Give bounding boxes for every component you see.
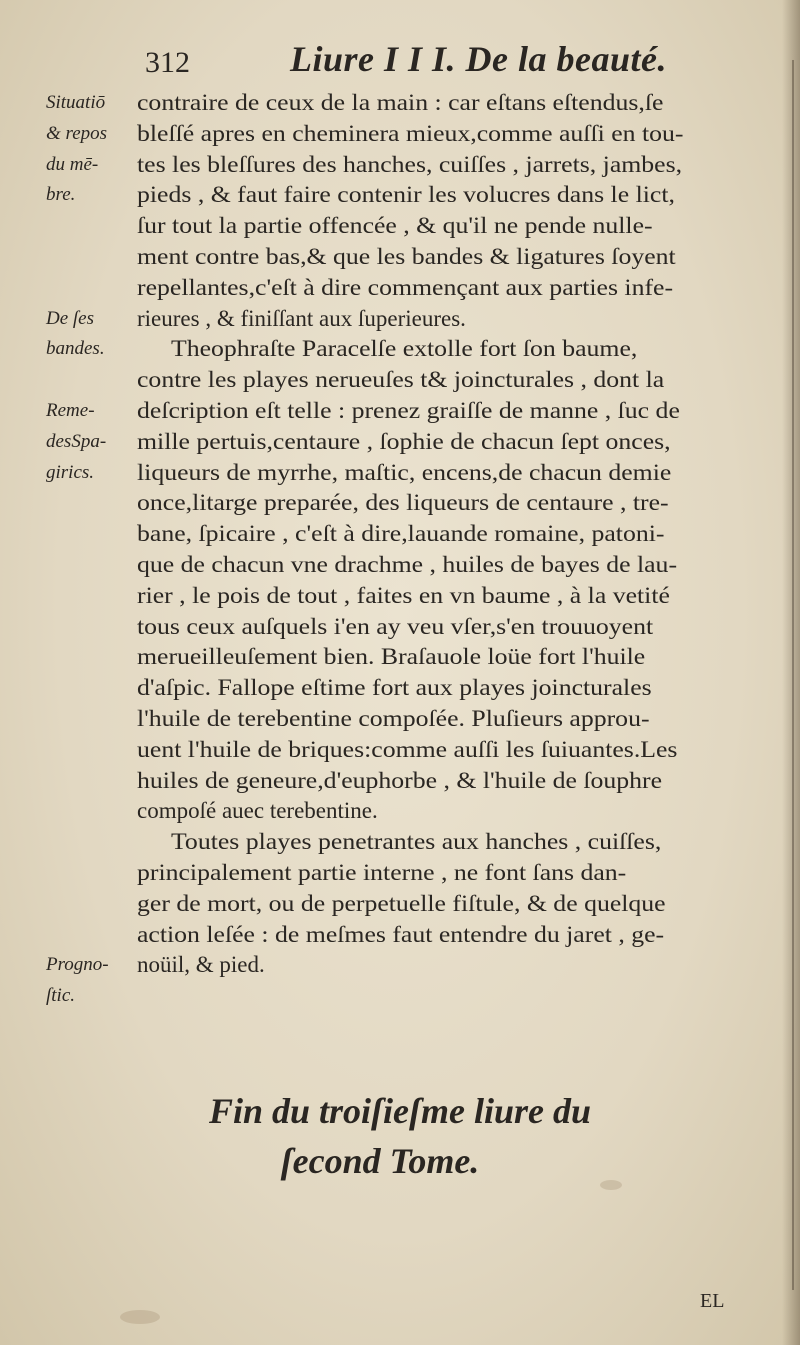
page-edge-shadow [782,0,800,1345]
foxing-stain [120,1310,160,1324]
text-line: deſcription eſt telle : prenez graiſſe de manne , ſuc de [137,398,680,423]
text-line: d'aſpic. Fallope eſtime fort aux playes joincturales [137,675,652,701]
text-line: ger de mort, ou de perpetuelle fiſtule, & de quelque [137,890,666,916]
text-line: contre les playes nerueuſes t& joincturales , dont la [137,367,665,393]
text-line: huiles de geneure,d'euphorbe , & l'huile de ſouphre [137,767,663,793]
colophon-line-1: Fin du troiſieſme liure du [208,1091,592,1131]
running-head [145,38,705,88]
text-line: ſur tout la partie offencée , & qu'il ne pende nulle- [137,213,653,239]
text-line: once,litarge preparée, des liqueurs de centaure , tre- [137,490,669,516]
margin-note: Reme- [46,400,95,421]
text-line: uent l'huile de briques:comme auſſi les ſuiuantes.Les [137,736,678,762]
catchword: EL [700,1290,725,1312]
text-line: tous ceux auſquels i'en ay veu vſer,s'en trouuoyent [137,613,654,639]
text-line: rier , le pois de tout , faites en vn baume , à la vetité [137,582,670,608]
margin-note: desSpa- [46,430,107,452]
margin-note: bre. [46,184,76,206]
page-number: 312 [145,46,190,79]
margin-note: ſtic. [46,985,76,1007]
margin-note: De ſes [46,307,95,329]
text-line: bane, ſpicaire , c'eſt à dire,lauande romaine, patoni- [137,521,665,547]
margin-note: Situatiō [46,92,106,113]
text-line: Toutes playes penetrantes aux hanches , cuiſſes, [171,829,662,855]
margin-note: girics. [46,461,95,483]
text-line: merueilleuſement bien. Braſauole loüe fort l'huile [137,644,646,670]
text-line: ment contre bas,& que les bandes & ligatures ſoyent [137,244,676,269]
colophon-line-2: ſecond Tome. [280,1141,480,1181]
text-line: pieds , & faut faire contenir les volucres dans le lict, [137,182,675,208]
text-line: rieures , & finiſſant aux ſuperieures. [137,305,466,331]
text-line: que de chacun vne drachme , huiles de bayes de lau- [137,552,678,577]
text-line: action leſée : de meſmes faut entendre du jaret , ge- [137,921,665,947]
text-line: Theophraſte Paracelſe extolle fort ſon baume, [171,336,638,362]
text-line: mille pertuis,centaure , ſophie de chacun ſept onces, [137,428,671,454]
text-line: tes les bleſſures des hanches, cuiſſes , jarrets, jambes, [137,151,683,177]
margin-note: du mē- [46,153,99,175]
text-line: principalement partie interne , ne font ſans dan- [137,860,627,885]
text-line: repellantes,c'eſt à dire commençant aux parties infe- [137,274,674,300]
text-line: contraire de ceux de la main : car eſtans eſtendus,ſe [137,90,664,115]
margin-note: bandes. [46,338,105,360]
running-head-title: Liure I I I. De la beauté. [290,39,667,79]
margin-note: & repos [46,122,108,144]
text-line: l'huile de terebentine compoſée. Pluſieurs approu- [137,706,650,731]
text-line: compoſé auec terebentine. [137,798,378,824]
text-line: bleſſé apres en cheminera mieux,comme auſſi en tou- [137,120,684,146]
text-line: noüil, & pied. [137,952,265,978]
margin-note: Progno- [46,954,109,976]
text-line: liqueurs de myrrhe, maſtic, encens,de chacun demie [137,459,672,485]
